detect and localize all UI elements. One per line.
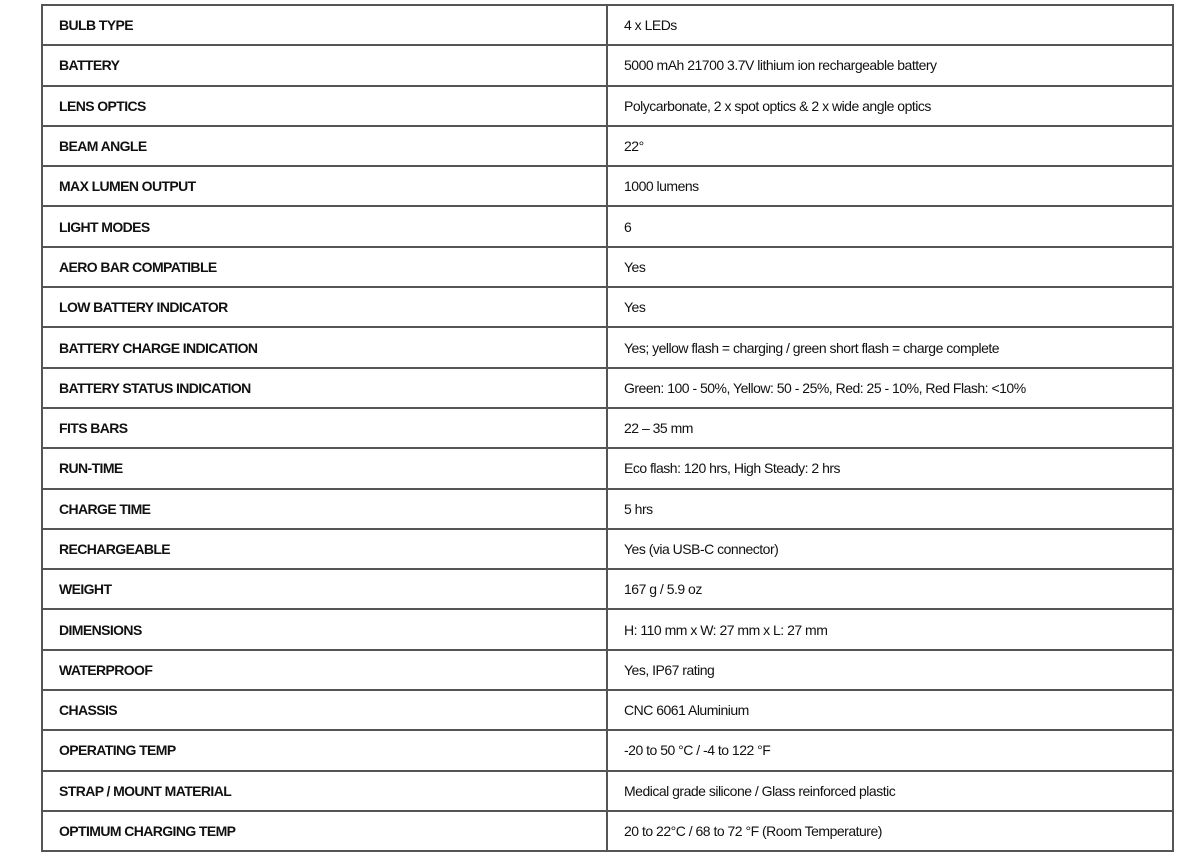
spec-value: -20 to 50 °C / -4 to 122 °F [607,730,1173,770]
spec-label: WATERPROOF [42,650,607,690]
spec-row-waterproof [42,650,1173,690]
spec-row-run-time [42,448,1173,488]
spec-row-bulb-type [42,5,1173,45]
spec-row-beam-angle [42,126,1173,166]
spec-label: CHARGE TIME [42,489,607,529]
spec-label: BEAM ANGLE [42,126,607,166]
spec-label: LENS OPTICS [42,86,607,126]
spec-value: 20 to 22°C / 68 to 72 °F (Room Temperature) [607,811,1173,851]
spec-value: Green: 100 - 50%, Yellow: 50 - 25%, Red: 25 - 10%, Red Flash: <10% [607,368,1173,408]
spec-row-low-battery-indicator [42,287,1173,327]
spec-table-body [42,5,1173,851]
spec-label: WEIGHT [42,569,607,609]
spec-row-chassis [42,690,1173,730]
spec-label: BULB TYPE [42,5,607,45]
spec-value: H: 110 mm x W: 27 mm x L: 27 mm [607,609,1173,649]
spec-row-aero-bar-compatible [42,247,1173,287]
spec-value: CNC 6061 Aluminium [607,690,1173,730]
spec-label: FITS BARS [42,408,607,448]
spec-label: BATTERY CHARGE INDICATION [42,327,607,367]
spec-value: 22° [607,126,1173,166]
spec-label: BATTERY [42,45,607,85]
spec-value: Polycarbonate, 2 x spot optics & 2 x wide angle optics [607,86,1173,126]
spec-row-optimum-charging-temp [42,811,1173,851]
spec-label: DIMENSIONS [42,609,607,649]
spec-value: 22 – 35 mm [607,408,1173,448]
spec-label: OPERATING TEMP [42,730,607,770]
spec-label: MAX LUMEN OUTPUT [42,166,607,206]
spec-label: RECHARGEABLE [42,529,607,569]
spec-value: 4 x LEDs [607,5,1173,45]
spec-value: 6 [607,206,1173,246]
spec-label: OPTIMUM CHARGING TEMP [42,811,607,851]
spec-label: BATTERY STATUS INDICATION [42,368,607,408]
spec-value: Yes [607,287,1173,327]
spec-row-lens-optics [42,86,1173,126]
spec-label: STRAP / MOUNT MATERIAL [42,771,607,811]
spec-row-light-modes [42,206,1173,246]
spec-row-battery [42,45,1173,85]
spec-value: 5 hrs [607,489,1173,529]
spec-row-max-lumen-output [42,166,1173,206]
spec-label: AERO BAR COMPATIBLE [42,247,607,287]
spec-table [41,4,1174,852]
spec-label: CHASSIS [42,690,607,730]
spec-value: 167 g / 5.9 oz [607,569,1173,609]
spec-value: Eco flash: 120 hrs, High Steady: 2 hrs [607,448,1173,488]
spec-row-strap-mount-material [42,771,1173,811]
spec-value: 1000 lumens [607,166,1173,206]
spec-row-operating-temp [42,730,1173,770]
spec-row-weight [42,569,1173,609]
spec-row-charge-time [42,489,1173,529]
spec-row-rechargeable [42,529,1173,569]
spec-row-battery-status-indication [42,368,1173,408]
spec-label: LOW BATTERY INDICATOR [42,287,607,327]
spec-value: Medical grade silicone / Glass reinforced plastic [607,771,1173,811]
spec-label: LIGHT MODES [42,206,607,246]
spec-value: Yes; yellow flash = charging / green short flash = charge complete [607,327,1173,367]
spec-label: RUN-TIME [42,448,607,488]
spec-value: 5000 mAh 21700 3.7V lithium ion rechargeable battery [607,45,1173,85]
spec-row-dimensions [42,609,1173,649]
spec-value: Yes [607,247,1173,287]
spec-value: Yes, IP67 rating [607,650,1173,690]
spec-value: Yes (via USB-C connector) [607,529,1173,569]
spec-row-battery-charge-indication [42,327,1173,367]
spec-row-fits-bars [42,408,1173,448]
